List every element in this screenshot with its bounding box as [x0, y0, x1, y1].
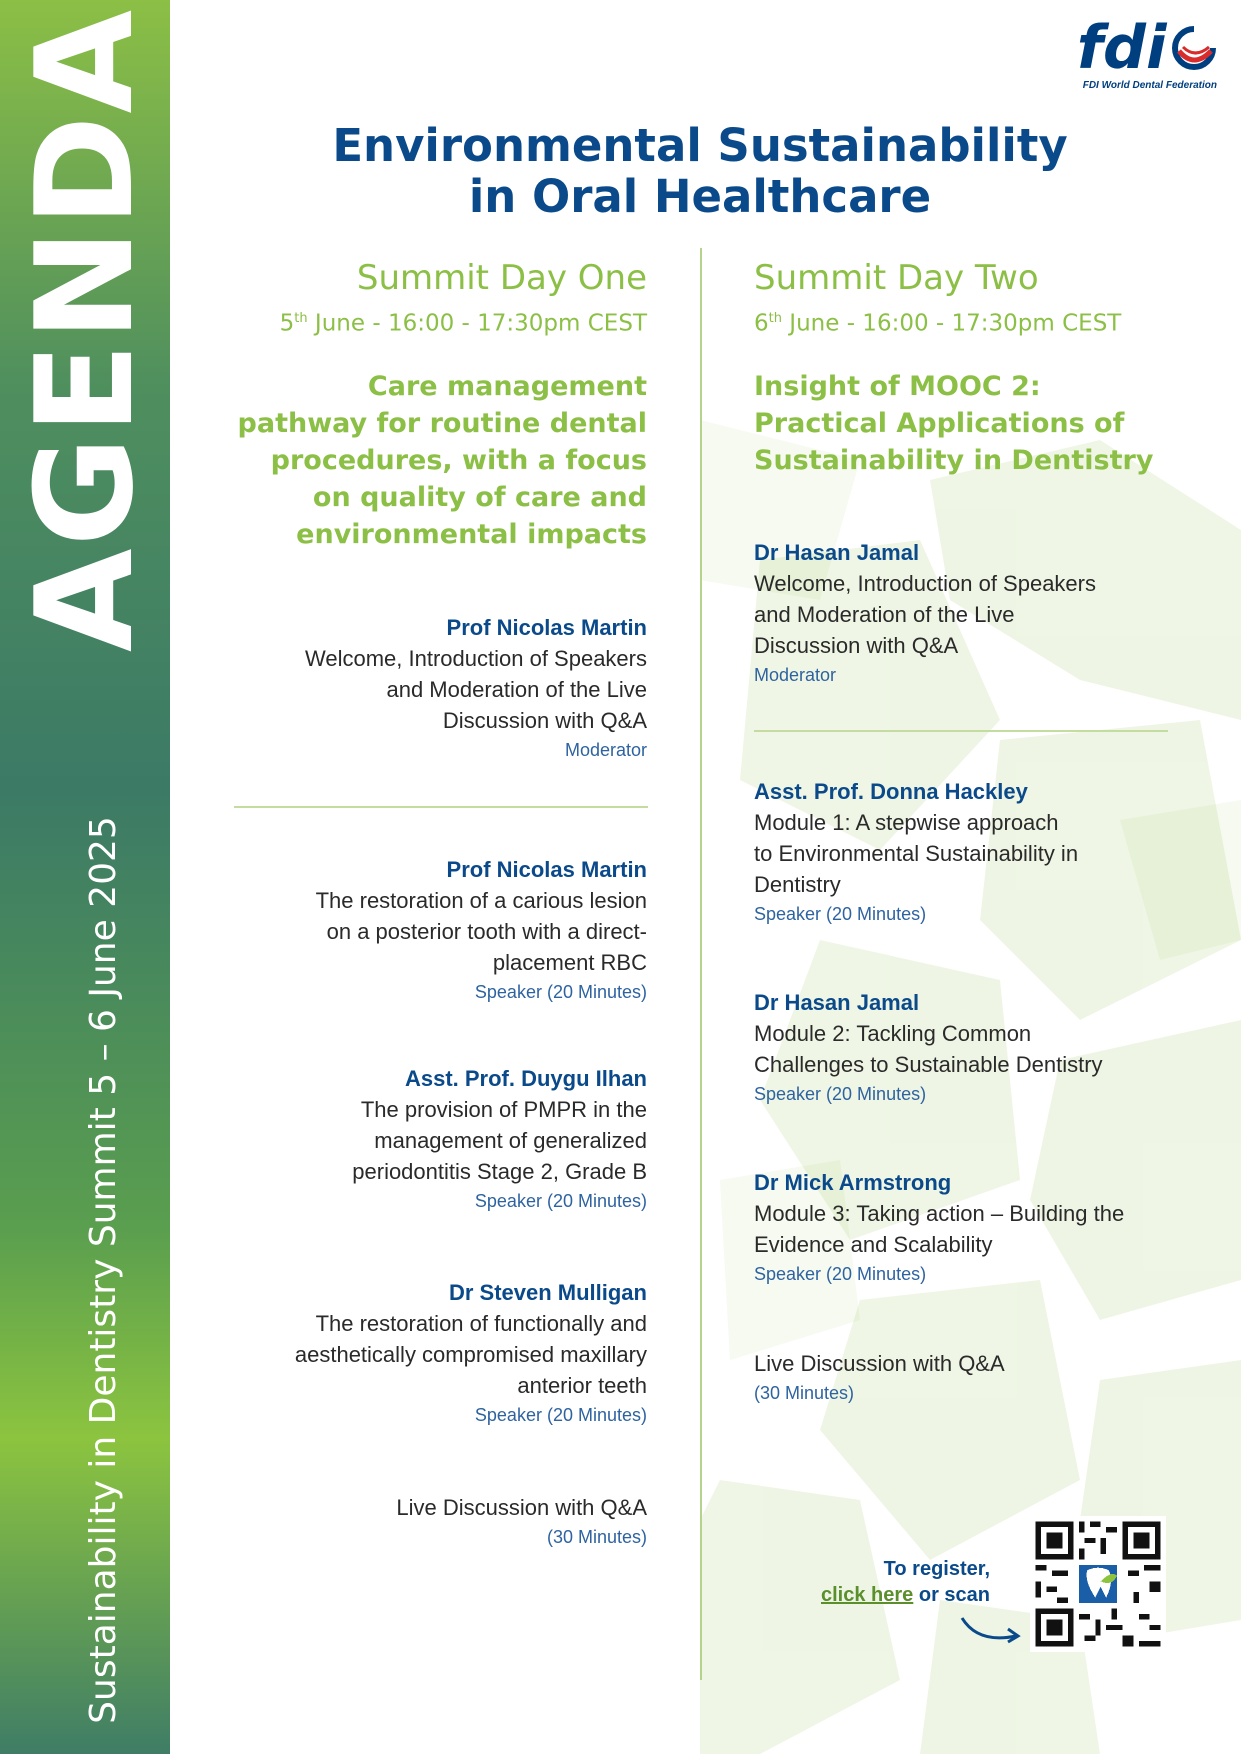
moderator-name: Prof Nicolas Martin	[446, 615, 647, 640]
session-desc: Challenges to Sustainable Dentistry	[754, 1052, 1103, 1077]
session-desc: The restoration of a carious lesion	[315, 888, 647, 913]
register-callout	[800, 1556, 990, 1608]
session-role: Speaker (20 Minutes)	[474, 982, 647, 1002]
session-role: Speaker (20 Minutes)	[474, 1405, 647, 1425]
session-desc: Welcome, Introduction of Speakers	[305, 646, 647, 671]
curved-arrow-icon	[958, 1614, 1024, 1648]
title-line-2: in Oral Healthcare	[468, 170, 932, 223]
day-one-date	[225, 304, 647, 339]
topic-line: procedures, with a focus	[270, 445, 647, 476]
day-two-title: Summit Day Two	[754, 258, 1039, 298]
summit-caption: Sustainability in Dentistry Summit 5 – 6 June 2025	[83, 816, 124, 1724]
speaker-name: Dr Steven Mulligan	[448, 1280, 647, 1305]
session-role: Moderator	[564, 740, 647, 760]
session-desc: The restoration of functionally and	[315, 1311, 647, 1336]
session-role: Speaker (20 Minutes)	[754, 904, 927, 924]
day-two-speaker-1	[754, 777, 1174, 928]
logo-wordmark: fdi	[1076, 13, 1167, 83]
speaker-name: Asst. Prof. Donna Hackley	[754, 779, 1028, 804]
topic-line: Sustainability in Dentistry	[754, 445, 1154, 476]
session-desc: Dentistry	[754, 872, 841, 897]
topic-line: Insight of MOOC 2:	[754, 371, 1041, 402]
session-desc: anterior teeth	[517, 1373, 647, 1398]
register-link[interactable]: click here	[821, 1584, 914, 1606]
speaker-name: Dr Mick Armstrong	[754, 1170, 952, 1195]
day-one-title: Summit Day One	[356, 258, 647, 298]
day-two-date-rest: June - 16:00 - 17:30pm CEST	[781, 310, 1122, 337]
register-line: To register,	[883, 1558, 990, 1580]
topic-line: on quality of care and	[312, 482, 647, 513]
session-role: Speaker (20 Minutes)	[754, 1264, 927, 1284]
day-two-date	[754, 304, 1174, 339]
session-desc: and Moderation of the Live	[754, 602, 1015, 627]
topic-line: environmental impacts	[296, 519, 647, 550]
session-desc: Module 2: Tackling Common	[754, 1021, 1032, 1046]
sidebar-band	[0, 0, 170, 1754]
session-desc: Live Discussion with Q&A	[396, 1495, 647, 1520]
day-two-speaker-2	[754, 988, 1174, 1108]
session-desc: management of generalized	[374, 1128, 647, 1153]
day-one-speaker-3	[225, 1278, 647, 1429]
section-divider	[754, 730, 1168, 732]
section-divider	[234, 806, 648, 808]
session-desc: Discussion with Q&A	[754, 633, 959, 658]
fdi-smile-icon	[1171, 25, 1217, 71]
day-two-date-sup: th	[768, 311, 782, 326]
session-desc: on a posterior tooth with a direct-	[326, 919, 647, 944]
agenda-heading: AGENDA	[7, 7, 163, 653]
day-two-live-discussion	[754, 1348, 1174, 1407]
day-one-date-sup: th	[294, 311, 308, 326]
moderator-name: Dr Hasan Jamal	[754, 540, 920, 565]
topic-line: Care management	[367, 371, 647, 402]
register-line-2	[800, 1582, 990, 1608]
page-title	[200, 120, 1200, 222]
session-desc: Evidence and Scalability	[754, 1232, 993, 1257]
fdi-logo	[1067, 13, 1217, 91]
day-two-date-day: 6	[754, 310, 769, 337]
day-one-date-day: 5	[279, 310, 295, 337]
session-role: Moderator	[754, 665, 837, 685]
column-divider	[700, 248, 702, 1680]
topic-line: pathway for routine dental	[237, 408, 647, 439]
day-one-live-discussion	[225, 1492, 647, 1551]
day-one-header	[225, 258, 647, 339]
day-two-header	[754, 258, 1174, 339]
speaker-name: Dr Hasan Jamal	[754, 990, 920, 1015]
session-role: (30 Minutes)	[546, 1527, 647, 1547]
day-one-speaker-1	[225, 855, 647, 1006]
day-two-topic	[754, 368, 1174, 479]
session-role: (30 Minutes)	[754, 1383, 855, 1403]
day-one-speaker-2	[225, 1064, 647, 1215]
session-role: Speaker (20 Minutes)	[754, 1084, 927, 1104]
speaker-name: Asst. Prof. Duygu Ilhan	[404, 1066, 647, 1091]
day-one-date-rest: June - 16:00 - 17:30pm CEST	[307, 310, 647, 337]
day-two-moderator	[754, 538, 1174, 689]
session-desc: Module 1: A stepwise approach	[754, 810, 1059, 835]
session-desc: Live Discussion with Q&A	[754, 1351, 1005, 1376]
qr-code-icon[interactable]	[1030, 1516, 1166, 1652]
session-desc: to Environmental Sustainability in	[754, 841, 1079, 866]
session-desc: periodontitis Stage 2, Grade B	[352, 1159, 647, 1184]
day-one-topic	[225, 368, 647, 553]
day-two-speaker-3	[754, 1168, 1174, 1288]
session-desc: The provision of PMPR in the	[360, 1097, 647, 1122]
session-desc: aesthetically compromised maxillary	[294, 1342, 647, 1367]
topic-line: Practical Applications of	[754, 408, 1125, 439]
speaker-name: Prof Nicolas Martin	[446, 857, 647, 882]
day-one-moderator	[225, 613, 647, 764]
session-desc: Welcome, Introduction of Speakers	[754, 571, 1096, 596]
register-or-scan: or scan	[913, 1584, 990, 1606]
session-role: Speaker (20 Minutes)	[474, 1191, 647, 1211]
session-desc: Module 3: Taking action – Building the	[754, 1201, 1125, 1226]
title-line-1: Environmental Sustainability	[332, 119, 1068, 172]
session-desc: placement RBC	[492, 950, 647, 975]
session-desc: and Moderation of the Live	[386, 677, 647, 702]
session-desc: Discussion with Q&A	[442, 708, 647, 733]
logo-subtitle: FDI World Dental Federation	[1082, 80, 1217, 91]
